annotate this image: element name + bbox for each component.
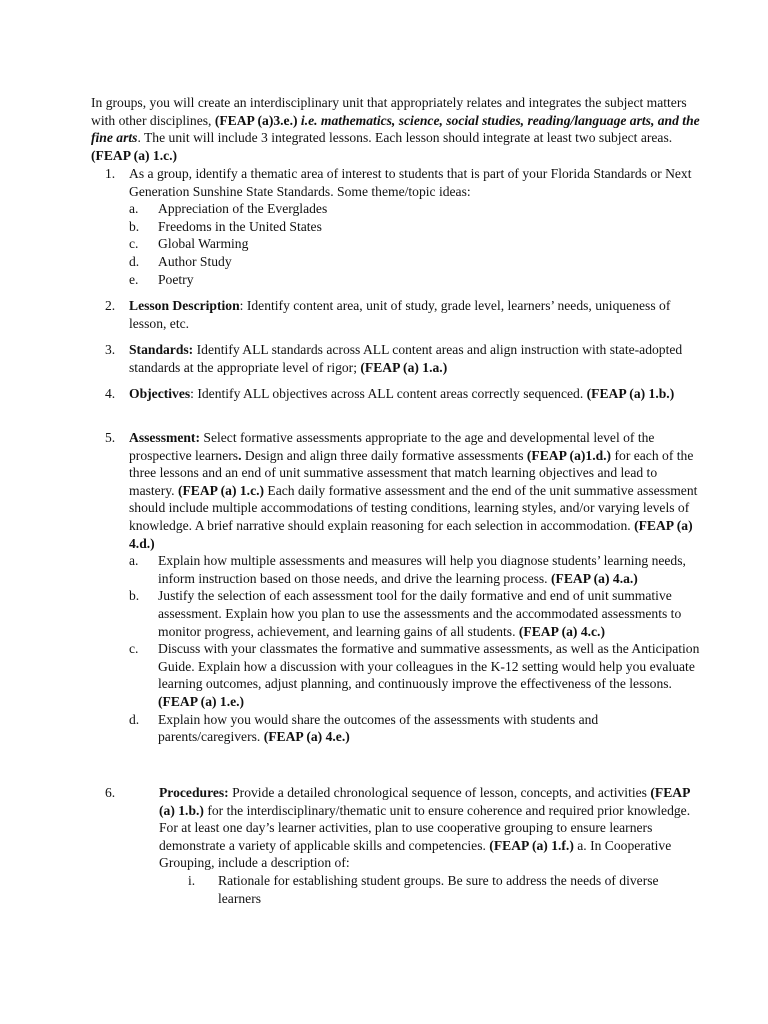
sub-item-5c (129, 640, 701, 710)
list-item-1 (91, 165, 701, 288)
item-5-text-1: Select formative assessments appropriate to the age and developmental level of the prospective learners (129, 430, 655, 463)
sub-item-5b (129, 587, 701, 640)
list-item-2 (91, 297, 701, 332)
sub-item-1b (129, 218, 701, 236)
intro-text-1: In groups, you will create an interdisciplinary unit that appropriately relates and integrates the subject matters with other disciplines, (91, 95, 687, 128)
list-number-4: 4. (105, 386, 116, 401)
item-4-text: : Identify ALL objectives across ALL content areas correctly sequenced. (190, 386, 587, 401)
sub-label: e. (129, 271, 139, 287)
item-5-text-2: Design and align three daily formative assessments (241, 447, 527, 463)
intro-subjects: i.e. mathematics, science, social studies, reading/language arts, and the fine arts (91, 112, 700, 146)
sub-label: b. (129, 588, 140, 604)
list-number-1: 1. (105, 166, 116, 181)
item-2-heading: Lesson Description (129, 298, 240, 313)
item-5-feap-1: (FEAP (a)1.d.) (526, 447, 612, 463)
intro-paragraph (91, 94, 701, 164)
item-5-text-4: Each daily formative assessment and the end of the unit summative assessment should include multiple accommodations of testing conditions, learning styles, and/or varying levels of knowledge. A brief narrative should explain reasoning for each selection in accommodation. (129, 482, 698, 533)
item-5-text-3: for each of the three lessons and an end of unit summative assessment that match learning objectives and lead to mastery. (129, 447, 694, 498)
intro-feap-2: (FEAP (a) 1.c.) (91, 147, 178, 163)
item-6-text-1: Provide a detailed chronological sequence of lesson, concepts, and activities (228, 785, 651, 800)
sub-text: Explain how you would share the outcomes of the assessments with students and parents/caregivers. (158, 711, 599, 745)
list-item-6 (91, 784, 701, 907)
sub-text: Justify the selection of each assessment tool for the daily formative and end of unit summative assessment. Explain how you plan to use the assessments and the accommodated assessments to monitor progress, achievement, and learning gains of all students. (158, 588, 682, 639)
sub-feap: (FEAP (a) 4.a.) (550, 570, 638, 586)
sub-text: Discuss with your classmates the formative and summative assessments, as well as the Anticipation Guide. Explain how a discussion with your colleagues in the K-12 setting would help you evaluate learning outcomes, adjust planning, and continuously improve the effectiveness of the lessons. (158, 641, 700, 692)
item-6-text-2: for the interdisciplinary/thematic unit to ensure coherence and required prior knowledge. For at least one day’s learner activities, plan to use cooperative grouping to ensure learners demonstrate a variety of applicable skills and competencies. (159, 802, 691, 853)
list-item-5 (91, 429, 701, 746)
list-number-5: 5. (105, 430, 116, 445)
sub-label: c. (129, 236, 139, 252)
sub-text: Appreciation of the Everglades (158, 201, 328, 217)
list-number-6: 6. (105, 785, 116, 800)
sub-item-1d (129, 253, 701, 271)
intro-text-2: . The unit will include 3 integrated lessons. Each lesson should integrate at least two subject areas. (137, 130, 673, 146)
sub-item-6i (188, 872, 701, 907)
sub-label: i. (188, 872, 196, 888)
sub-feap: (FEAP (a) 1.e.) (158, 693, 245, 709)
item-1-text: As a group, identify a thematic area of interest to students that is part of your Florida Standards or Next Generation Sunshine State Standards. Some theme/topic ideas: (129, 166, 692, 199)
sub-item-5d (129, 711, 701, 746)
item-6-feap-1: (FEAP (a) 1.b.) (159, 785, 690, 818)
sub-item-5a (129, 552, 701, 587)
item-6-text-3: a. In Cooperative Grouping, include a description of: (159, 837, 672, 871)
sub-text: Rationale for establishing student groups. Be sure to address the needs of diverse learners (218, 872, 659, 906)
sub-item-1e (129, 271, 701, 289)
list-number-2: 2. (105, 298, 116, 313)
intro-feap-1: (FEAP (a)3.e.) (214, 112, 301, 128)
sub-text: Freedoms in the United States (158, 218, 322, 234)
item-4-feap: (FEAP (a) 1.b.) (586, 386, 675, 401)
sub-text: Global Warming (158, 236, 249, 252)
sub-text: Explain how multiple assessments and measures will help you diagnose students’ learning needs, inform instruction based on those needs, and drive the learning process. (158, 553, 686, 586)
item-5-feap-2: (FEAP (a) 1.c.) (177, 482, 265, 498)
sub-text: Poetry (158, 271, 194, 287)
sub-label: b. (129, 218, 140, 234)
list-item-4 (91, 385, 701, 403)
item-3-feap: (FEAP (a) 1.a.) (360, 359, 448, 375)
sub-feap: (FEAP (a) 4.c.) (518, 623, 605, 639)
item-5-period: . (238, 447, 242, 463)
sub-item-1c (129, 235, 701, 253)
sub-label: a. (129, 553, 139, 569)
sub-text: Author Study (158, 253, 232, 269)
item-5-heading: Assessment: (129, 430, 200, 445)
sub-item-1a (129, 200, 701, 218)
sub-feap: (FEAP (a) 4.e.) (263, 729, 350, 745)
item-2-text: : Identify content area, unit of study, grade level, learners’ needs, uniqueness of lesson, etc. (129, 298, 671, 331)
item-6-feap-2: (FEAP (a) 1.f.) (489, 837, 574, 853)
list-number-3: 3. (105, 342, 116, 357)
sub-label: d. (129, 253, 140, 269)
item-6-heading: Procedures: (159, 785, 229, 800)
sub-label: d. (129, 711, 140, 727)
list-item-3 (91, 341, 701, 376)
sub-label: c. (129, 641, 139, 657)
item-3-heading: Standards: (129, 342, 194, 357)
item-4-heading: Objectives (129, 386, 191, 401)
item-3-text: Identify ALL standards across ALL content areas and align instruction with state-adopted standards at the appropriate level of rigor; (129, 342, 683, 375)
item-5-feap-3: (FEAP (a) 4.d.) (129, 517, 693, 551)
sub-label: a. (129, 201, 139, 217)
